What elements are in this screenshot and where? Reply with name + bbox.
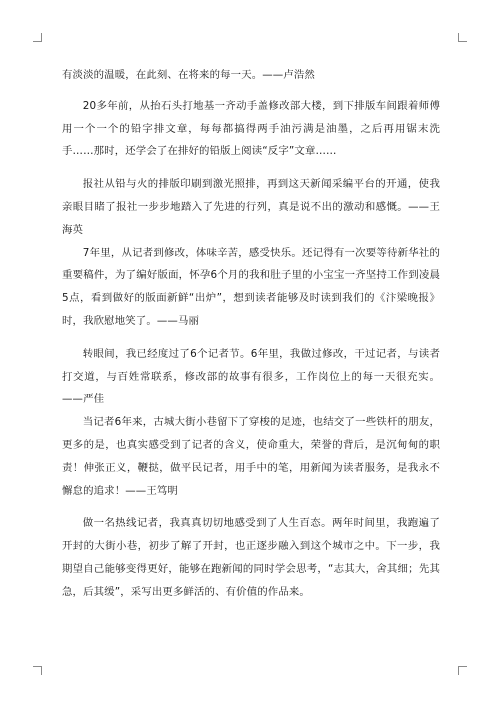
paragraph-yan-jia: 转眼间，我已经度过了6个记者节。6年里，我做过修改，干过记者，与读者打交道，与百姓常联系，修改部的故事有很多，工作岗位上的每一天很充实。——严佳 — [62, 347, 440, 406]
paragraph-hotline-reporter: 做一名热线记者，我真真切切地感受到了人生百态。两年时间里，我跑遍了开封的大街小巷，初步了解了开封，也正逐步融入到这个城市之中。下一步，我期望自己能够变得更好，能够在跑新闻的同时学会思考，“志其大，舍其细；先其急，后其缓”，采写出更多鲜活的、有价值的作品来。 — [62, 517, 440, 598]
crop-mark-top-left — [33, 33, 42, 42]
paragraph-ma-li: 7年里，从记者到修改，体味辛苦，感受快乐。还记得有一次要等待新华社的重要稿件，为了编好版面，怀孕6个月的我和肚子里的小宝宝一齐坚持工作到凌晨5点，看到做好的版面新鲜“出炉”，想到读者能够及时读到我们的《汴梁晚报》时，我欣慰地笑了。——马丽 — [62, 246, 440, 327]
paragraph-closing-line: 有淡淡的温暖，在此刻、在将来的每一天。——卢浩然 — [62, 69, 315, 81]
crop-mark-bottom-right — [458, 666, 467, 675]
crop-mark-top-right — [458, 33, 467, 42]
paragraph-wang-haiying: 报社从铅与火的排版印刷到激光照排，再到这天新闻采编平台的开通，使我亲眼目睹了报社一步步地踏入了先进的行列，真是说不出的激动和感慨。——王海英 — [62, 178, 440, 236]
paragraph-wang-duming: 当记者6年来，古城大街小巷留下了穿梭的足迹，也结交了一些铁杆的朋友，更多的是，也真实感受到了记者的含义，使命重大，荣誉的背后，是沉甸甸的职责！伸张正义，鞭挞，做平民记者，用手中的笔，用新闻为读者服务，是我永不懈怠的追求！——王笃明 — [62, 416, 440, 497]
paragraph-typesetting-memory: 20多年前，从抬石头打地基一齐动手盖修改部大楼，到下排版车间跟着师傅用一个一个的铅字排文章，每每都搞得两手油污满是油墨，之后再用锯末洗手……那时，还学会了在排好的铅版上阅读“反字”文章…… — [62, 99, 440, 158]
crop-mark-bottom-left — [33, 666, 42, 675]
document-body — [62, 64, 440, 604]
